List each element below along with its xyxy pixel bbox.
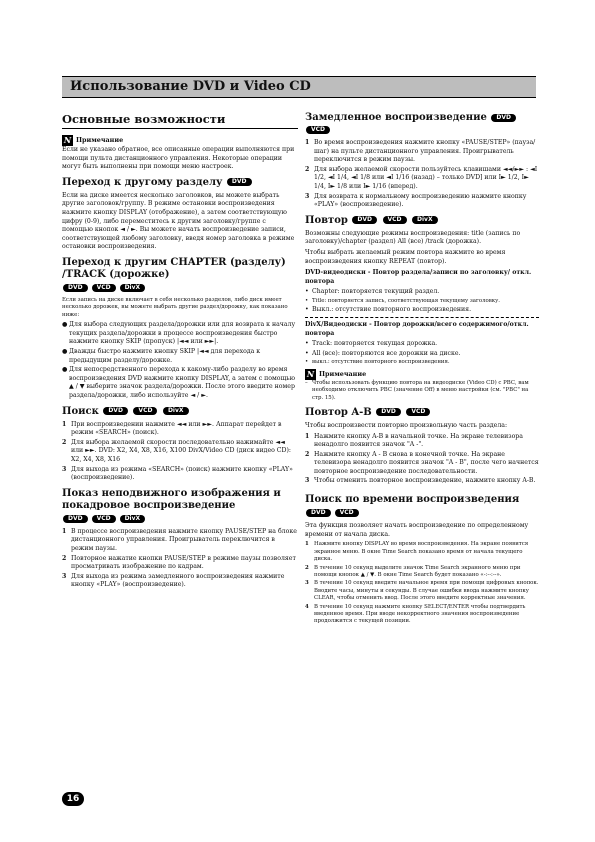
list-item: 3 Для выхода из режима «SEARCH» (поиск) нажмите кнопку «PLAY» (воспроизведение). [62, 465, 293, 482]
list-item: • Выкл.: отсутствие повторного воспроизведения. [305, 306, 472, 314]
list-item: 1 Нажмите кнопку A-B в начальной точке. На экране телевизора ненадолго появится значок "A -". [305, 432, 523, 449]
section-title-text: Повтор [305, 214, 348, 226]
badge-vcd: VCD [133, 407, 157, 415]
right-column [305, 112, 539, 627]
list-item: 2 Нажмите кнопку A - B снова в конечной точке. На экране телевизора ненадолго появится значок "A - B", после чего начнется повторное воспроизведение последовательности. [305, 450, 539, 475]
divider [305, 317, 539, 318]
section-title-chapter-track: Переход к другим CHAPTER (разделу) /TRACK (дорожке) [62, 256, 286, 280]
badge-vcd: VCD [306, 126, 330, 134]
list-item: • All (все): повторяются все дорожки на диске. [305, 349, 461, 357]
list-item: 1 Во время воспроизведения нажмите кнопку «PAUSE/STEP» (пауза/шаг) на пульте дистанционного управления. Проигрыватель переключится в режим паузы. [305, 139, 536, 164]
note-list [305, 380, 539, 402]
section-title-basic-features: Основные возможности [62, 112, 298, 129]
section-title-repeat-ab [305, 407, 539, 419]
badge-vcd: VCD [92, 284, 116, 292]
numbered-list [305, 139, 539, 210]
badge-dvd: DVD [63, 515, 88, 523]
section-title-search [62, 406, 298, 418]
section-title-text: Замедленное воспроизведение [305, 112, 487, 123]
badge-vcd: VCD [335, 509, 359, 517]
section-title-text: Переход к другому разделу [62, 176, 223, 188]
subsection-title: DivX/Видеодиски - Повтор дорожки/всего содержимого/откл. повтора [305, 320, 529, 337]
badge-dvd: DVD [227, 178, 252, 186]
note-icon: N [63, 135, 72, 145]
numbered-list [305, 433, 539, 487]
list-item: 1 При воспроизведении нажмите ◄◄ или ►►. Аппарат перейдет в режим «SEARCH» (поиск). [62, 420, 282, 437]
note-title: Примечание [319, 369, 367, 378]
badge-vcd: VCD [383, 216, 407, 224]
list-item: 4 В течение 10 секунд нажмите кнопку SELECT/ENTER чтобы подтвердить введенное время. При вводе некорректного значения воспроизведение продолжится с текущей позиции. [305, 603, 526, 625]
section-text: Чтобы выбрать желаемый режим повтора нажмите во время воспроизведения кнопку REPEAT (повтор). [305, 248, 506, 265]
list-item: • Track: повторяется текущая дорожка. [305, 340, 438, 348]
list-item: 1 В процессе воспроизведения нажмите кнопку PAUSE/STEP на блоке дистанционного управления. Проигрыватель переключится в режим паузы. [62, 527, 297, 553]
list-item: 2 Повторное нажатие кнопки PAUSE/STEP в режиме паузы позволяет просматривать изображение по кадрам. [62, 554, 296, 571]
list-item: 2 Для выбора желаемой скорости последовательно нажимайте ◄◄ или ►►. DVD: X2, X4, X8, X16, X100 DivX/Video CD (диск видео CD): X2, X4, X8, X16 [62, 438, 292, 463]
section-title-time-search: Поиск по времени воспроизведения [305, 494, 520, 506]
section-text: Если на диске имеется несколько заголовков, вы можете выбрать другие заголовок/группу. В режиме остановки воспроизведения нажмите кнопку DISPLAY (отображение), а затем соответствующую цифру (0-9), либо переместитесь к другим заголовку/группе с помощью кнопок ◄ / ►. Вы можете начать воспроизведение записи, соответствующей любому заголовку, введя номер заголовка в режиме остановки воспроизведения. [62, 191, 295, 251]
numbered-list [305, 541, 539, 625]
section-text: Возможны следующие режимы воспроизведения: title (запись по заголовку)/chapter (раздел) All (все) /track (дорожка). [305, 229, 521, 246]
section-title-title-jump [62, 177, 298, 189]
list-item: • выкл.: отсутствие повторного воспроизведения. [305, 359, 450, 366]
list-item: 2 В течение 10 секунд выделите значок Time Search экранного меню при помощи кнопок ▲ / ▼. В окне Time Search будет показано «-:--:--». [305, 564, 521, 578]
format-badges [305, 509, 539, 518]
section-intro: Чтобы воспроизвести повторно произвольную часть раздела: [305, 421, 508, 429]
list-item: ● Для выбора следующих раздела/дорожки или для возврата к началу текущих раздела/дорожки в процессе воспроизведения быстро нажмите кнопку SKIP (пропуск) |◄◄ или ►►|. [62, 321, 296, 346]
section-intro: Эта функция позволяет начать воспроизведение по определенному времени от начала диска. [305, 522, 529, 538]
list-item: • Chapter: повторяется текущий раздел. [305, 288, 440, 296]
left-column [62, 112, 298, 591]
badge-vcd: VCD [406, 408, 430, 416]
list-item: 2 Для выбора желаемой скорости пользуйтесь клавишами ◄◄/►► : ◄I 1/2, ◄I 1/4, ◄I 1/8 или ◄I 1/16 (назад) – только DVD] или I► 1/2, I► 1/4, I► 1/8 или I► 1/16 (вперед). [305, 165, 538, 190]
section-title-slow-motion [305, 112, 539, 136]
format-badges [62, 515, 298, 524]
section-title-text: Поиск [62, 405, 99, 417]
list-item: 3 В течение 10 секунд введите начальное время при помощи цифровых кнопок. Вводите часы, минуты и секунды. В случае ошибки ввода нажмите кнопку CLEAR, чтобы отменить ввод. После этого введите корректные значения. [305, 580, 539, 602]
list-item: – Чтобы использовать функцию повтора на видеодиске (Video CD) с PBC, вам необходимо отключить PBC (значение Off) в меню настройки (см. "PBC" на стр. 15). [305, 379, 529, 401]
list-item: 3 Для выхода из режима замедленного воспроизведения нажмите кнопку «PLAY» (воспроизведение). [62, 572, 285, 589]
section-title-text: Повтор A-B [305, 406, 372, 418]
list-item: 1 Нажмите кнопку DISPLAY во время воспроизведения. На экране появится экранное меню. В окне Time Search показано время от начала текущего диска. [305, 541, 529, 563]
page-header [62, 76, 536, 98]
page-title: Использование DVD и Video CD [70, 79, 311, 94]
note-icon: N [306, 368, 315, 379]
list-item: ● Для непосредственного перехода к какому-либо разделу во время воспроизведения DVD нажмите кнопку DISPLAY, а затем с помощью ▲ / ▼ выберите значок раздела/дорожки. После этого введите номер раздела/дорожки, либо используйте ◄ / ►. [62, 366, 296, 399]
badge-vcd: VCD [92, 515, 116, 523]
numbered-list [62, 528, 298, 590]
note-header [305, 369, 539, 380]
bullet-list [305, 288, 539, 315]
list-item: 3 Для возврата к нормальному воспроизведению нажмите кнопку «PLAY» (воспроизведение). [305, 192, 527, 209]
section-title-still-frame: Показ неподвижного изображения и покадровое воспроизведение [62, 487, 281, 511]
badge-divx: DivX [412, 216, 438, 224]
note-header [62, 135, 298, 146]
subsection-title: DVD-видеодиски - Повтор раздела/записи по заголовку/ откл. повтора [305, 269, 532, 285]
badge-dvd: DVD [491, 114, 516, 122]
list-item: ● Дважды быстро нажмите кнопку SKIP |◄◄ для перехода к предыдущим разделу/дорожке. [62, 348, 261, 364]
badge-divx: DivX [120, 515, 146, 523]
list-item: 3 Чтобы отменить повторное воспроизведение, нажмите кнопку A-B. [305, 477, 536, 485]
badge-dvd: DVD [352, 216, 377, 224]
badge-divx: DivX [120, 284, 146, 292]
badge-dvd: DVD [376, 408, 401, 416]
section-intro: Если запись на диске включает в себя несколько разделов, либо диск имеет несколько дорожек, вы можете выбрать другие раздел/дорожку, как показано ниже: [62, 297, 288, 318]
section-title-repeat [305, 215, 539, 227]
badge-dvd: DVD [63, 284, 88, 292]
numbered-list [62, 421, 298, 483]
badge-dvd: DVD [103, 407, 128, 415]
note-title: Примечание [76, 136, 124, 145]
badge-divx: DivX [163, 407, 189, 415]
bullet-list [305, 340, 539, 367]
list-item: • Title: повторяется запись, соответствующая текущему заголовку. [305, 297, 501, 304]
badge-dvd: DVD [306, 509, 331, 517]
note-text: Если не указано обратное, все описанные операции выполняются при помощи пульта дистанционного управления. Некоторые операции могут быть выполнены при помощи меню настроек. [62, 146, 295, 171]
format-badges [62, 284, 298, 293]
bullet-list [62, 321, 298, 400]
page-number: 16 [62, 792, 84, 806]
